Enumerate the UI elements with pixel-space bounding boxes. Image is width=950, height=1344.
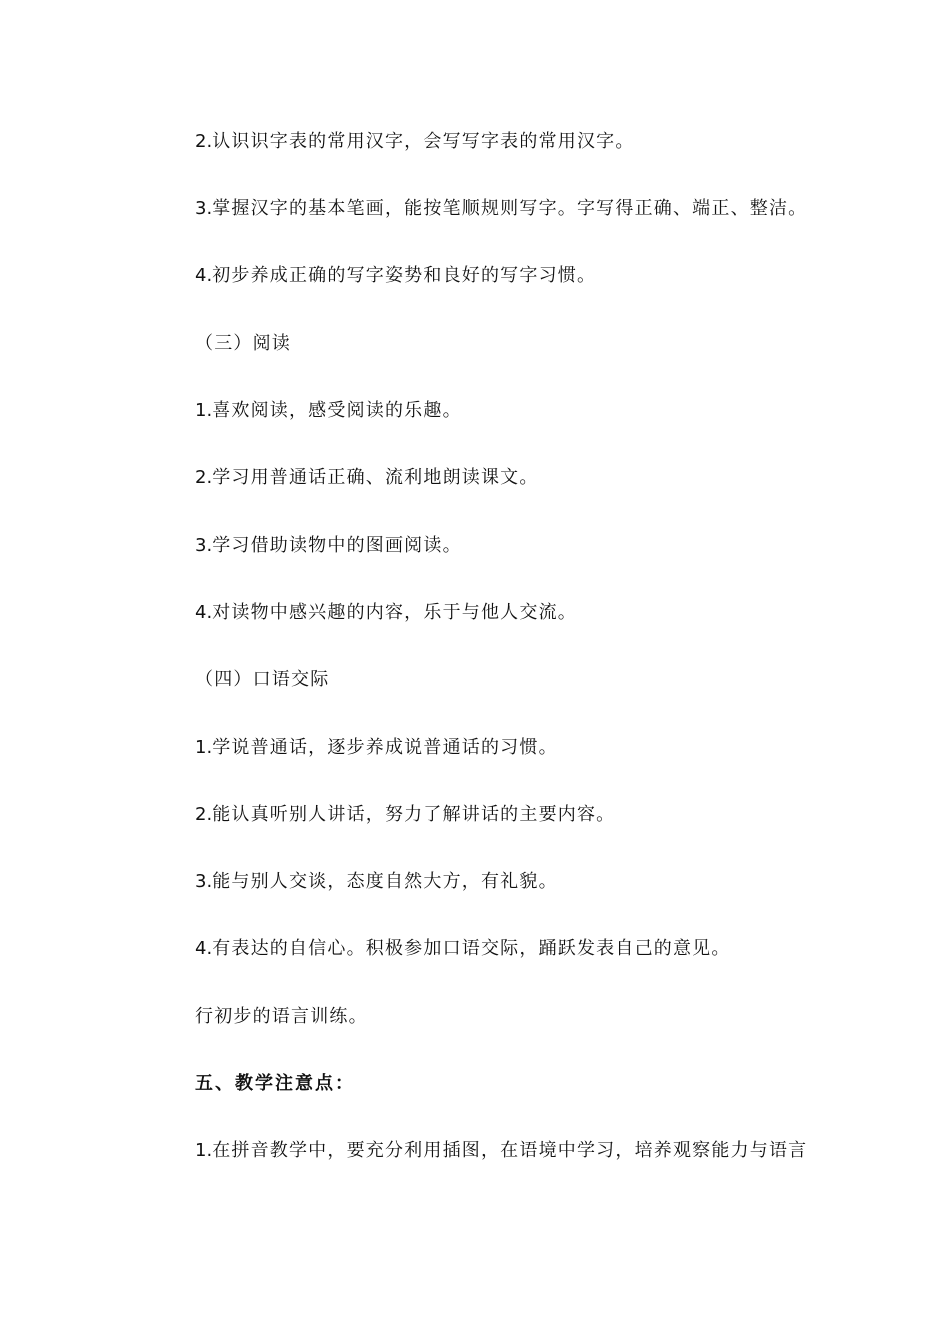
item-number: 1. [195, 1140, 213, 1161]
item-number: 2. [195, 467, 213, 488]
item-number: 4. [195, 938, 213, 959]
item-text: 掌握汉字的基本笔画，能按笔顺规则写字。字写得正确、端正、整洁。 [212, 198, 808, 219]
reading-goal-3 [195, 534, 835, 558]
reading-goal-2 [195, 466, 835, 490]
item-number: 3. [195, 871, 213, 892]
section-heading-teaching-notes [195, 1072, 835, 1096]
item-text: 认识识字表的常用汉字，会写写字表的常用汉字。 [212, 131, 635, 152]
item-text: 对读物中感兴趣的内容，乐于与他人交流。 [212, 602, 577, 623]
item-number: 1. [195, 400, 213, 421]
item-text: 学说普通话，逐步养成说普通话的习惯。 [212, 737, 558, 758]
item-number: 2. [195, 804, 213, 825]
writing-goal-4 [195, 264, 835, 288]
item-number: 2. [195, 131, 213, 152]
item-number: 4. [195, 602, 213, 623]
section-heading-reading [195, 332, 835, 356]
section-title: （四）口语交际 [195, 669, 330, 690]
item-text: 学习借助读物中的图画阅读。 [212, 535, 462, 556]
item-text: 学习用普通话正确、流利地朗读课文。 [212, 467, 539, 488]
section-title: （三）阅读 [195, 333, 291, 354]
item-text: 在拼音教学中，要充分利用插图，在语境中学习，培养观察能力与语言 [212, 1140, 808, 1161]
item-text: 能认真听别人讲话，努力了解讲话的主要内容。 [212, 804, 616, 825]
oral-goal-3 [195, 870, 835, 894]
item-text: 能与别人交谈，态度自然大方，有礼貌。 [212, 871, 558, 892]
continuation-text [195, 1005, 835, 1029]
item-number: 4. [195, 265, 213, 286]
oral-goal-1 [195, 736, 835, 760]
oral-goal-4 [195, 937, 835, 961]
reading-goal-4 [195, 601, 835, 625]
section-heading-oral [195, 668, 835, 692]
item-number: 1. [195, 737, 213, 758]
item-number: 3. [195, 535, 213, 556]
section-title: 五、教学注意点： [195, 1073, 355, 1094]
item-text: 喜欢阅读，感受阅读的乐趣。 [212, 400, 462, 421]
teaching-note-1 [195, 1139, 835, 1163]
item-text: 有表达的自信心。积极参加口语交际，踊跃发表自己的意见。 [212, 938, 731, 959]
writing-goal-2 [195, 130, 835, 154]
reading-goal-1 [195, 399, 835, 423]
item-number: 3. [195, 198, 213, 219]
writing-goal-3 [195, 197, 835, 221]
item-text: 初步养成正确的写字姿势和良好的写字习惯。 [212, 265, 597, 286]
oral-goal-2 [195, 803, 835, 827]
item-text: 行初步的语言训练。 [195, 1006, 368, 1027]
